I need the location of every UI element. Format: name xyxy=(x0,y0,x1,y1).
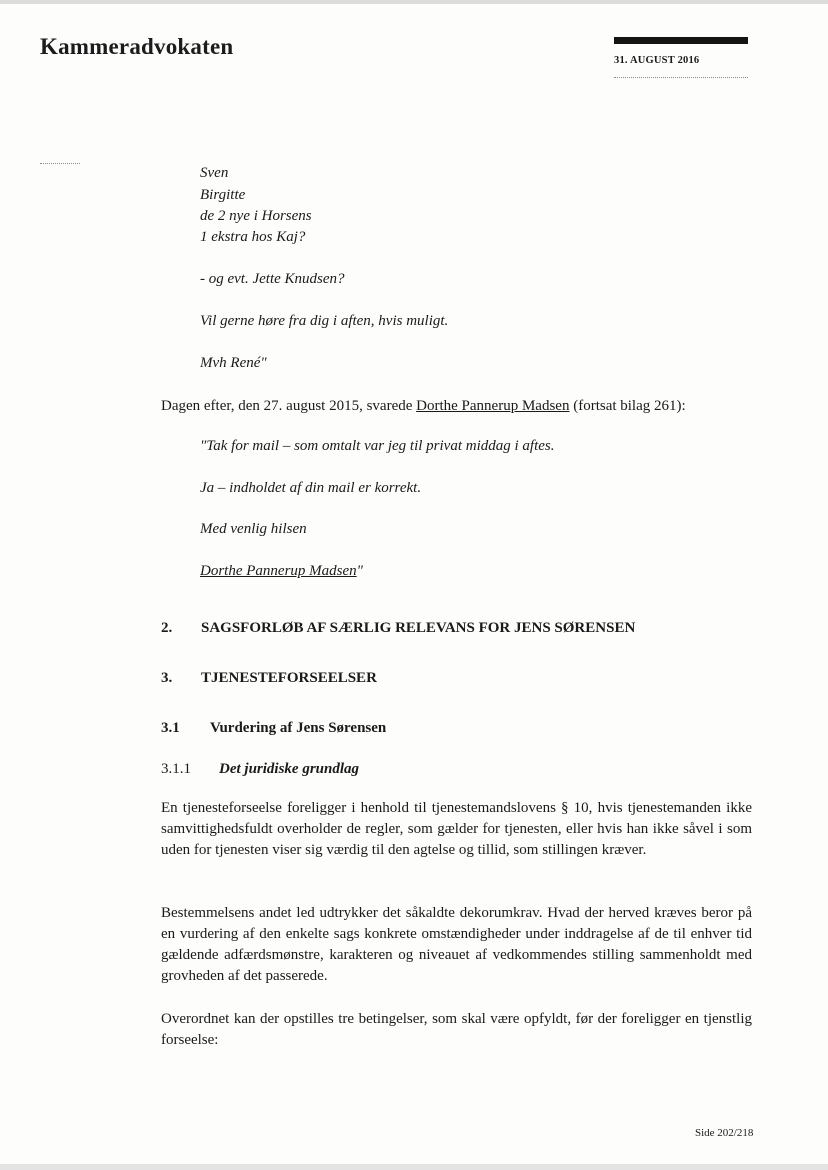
section-3-1-heading xyxy=(161,720,386,737)
section-3-1-title: Vurdering af Jens Sørensen xyxy=(210,720,387,736)
quote-extra: - og evt. Jette Knudsen? xyxy=(200,271,345,287)
quote-line-2: Birgitte xyxy=(200,187,246,203)
section-3-1-number: 3.1 xyxy=(161,720,180,736)
intro-person-name: Dorthe Pannerup Madsen xyxy=(416,398,570,414)
reply-signature-name: Dorthe Pannerup Madsen xyxy=(200,563,357,579)
section-3-number: 3. xyxy=(161,670,173,686)
margin-divider xyxy=(40,163,80,164)
intro-paragraph xyxy=(161,396,686,417)
section-3-1-1-heading xyxy=(161,761,359,778)
paragraph-2: Bestemmelsens andet led udtrykker det såkaldte dekorumkrav. Hvad der herved kræves beror på en vurdering af den enkelte sags konkrete omstændigheder under inddragelse af de til enhver tid gældende adfærdsmønstre, karakteren og niveauet af vedkommendes stilling sammenholdt med grovheden af det passerede. xyxy=(161,905,752,984)
reply-line-1: "Tak for mail – som omtalt var jeg til privat middag i aftes. xyxy=(200,438,555,454)
section-3-heading xyxy=(161,670,377,687)
page-bottom-edge xyxy=(0,1164,828,1170)
quote-line-4: 1 ekstra hos Kaj? xyxy=(200,229,306,245)
page-number: Side 202/218 xyxy=(695,1127,754,1139)
paragraph-3: Overordnet kan der opstilles tre betingelser, som skal være opfyldt, før der foreligger en tjenstlig forseelse: xyxy=(161,1011,752,1048)
intro-before: Dagen efter, den 27. august 2015, svarede xyxy=(161,398,417,414)
intro-after: (fortsat bilag 261): xyxy=(569,398,686,414)
document-date: 31. AUGUST 2016 xyxy=(614,55,700,66)
quote-signoff: Mvh René" xyxy=(200,355,267,371)
quote-line-3: de 2 nye i Horsens xyxy=(200,208,312,224)
reply-line-3: Med venlig hilsen xyxy=(200,521,307,537)
section-3-1-1-number: 3.1.1 xyxy=(161,761,191,777)
section-2-title: SAGSFORLØB AF SÆRLIG RELEVANS FOR JENS SØRENSEN xyxy=(201,620,636,636)
reply-signature xyxy=(200,563,363,580)
date-divider xyxy=(614,77,748,78)
section-2-heading xyxy=(161,620,635,637)
section-3-1-1-title: Det juridiske grundlag xyxy=(219,761,360,777)
section-3-title: TJENESTEFORSEELSER xyxy=(201,670,377,686)
page-top-edge xyxy=(0,0,828,4)
quote-request: Vil gerne høre fra dig i aften, hvis muligt. xyxy=(200,313,449,329)
reply-line-2: Ja – indholdet af din mail er korrekt. xyxy=(200,480,422,496)
reply-signature-close: " xyxy=(356,563,363,579)
quote-line-1: Sven xyxy=(200,165,229,181)
section-2-number: 2. xyxy=(161,620,173,636)
date-header-bar xyxy=(614,37,748,44)
paragraph-1: En tjenesteforseelse foreligger i henhold til tjenestemandslovens § 10, hvis tjenestemanden ikke samvittighedsfuldt overholder de regler, som gælder for tjenesten, eller hvis han ikke såvel i som uden for tjenesten viser sig værdig til den agtelse og tillid, som stillingen kræver. xyxy=(161,800,752,858)
brand-logo-text: Kammeradvokaten xyxy=(40,34,234,59)
